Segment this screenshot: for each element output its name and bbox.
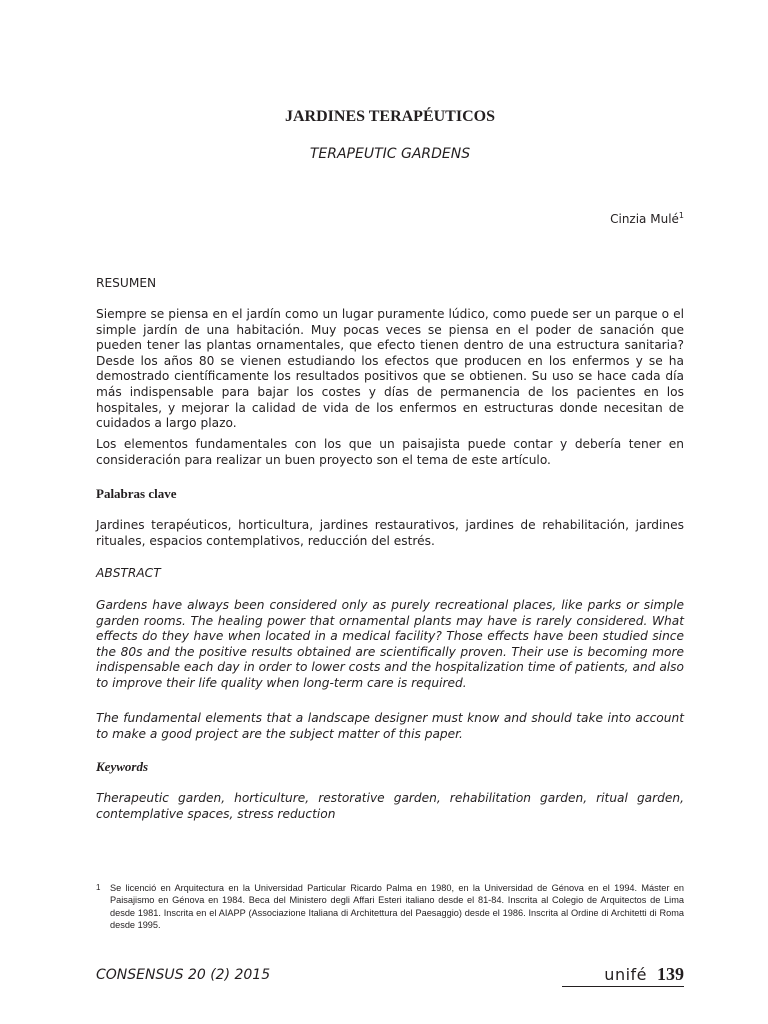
article-page xyxy=(96,0,684,1024)
resumen-paragraph-1: Siempre se piensa en el jardín como un lugar puramente lúdico, como puede ser un parque o el simple jardín de una habitación. Muy pocas veces se piensa en el poder de sanación que pueden tener las plantas ornamentales, que efecto tienen dentro de una estructura sanitaria? Desde los años 80 se vienen estudiando los efectos que producen en los enfermos y se ha demostrado científicamente los resultados positivos que se obtienen. Su uso se hace cada día más indispensable para bajar los costes y días de permanencia de los pacientes en los hospitales, y mejorar la calidad de vida de los enfermos en estructuras donde necesitan de cuidados a largo plazo. xyxy=(96,307,684,431)
palabras-clave-text: Jardines terapéuticos, horticultura, jardines restaurativos, jardines de rehabilitación, jardines rituales, espacios contemplativos, reducción del estrés. xyxy=(96,518,684,548)
footer-right xyxy=(604,964,684,985)
unife-logo: unifé xyxy=(604,965,647,984)
palabras-clave-heading: Palabras clave xyxy=(96,486,177,501)
article-title: JARDINES TERAPÉUTICOS xyxy=(285,108,495,125)
author-line xyxy=(610,211,684,226)
resumen-paragraph-2: Los elementos fundamentales con los que un paisajista puede contar y debería tener en consideración para realizar un buen proyecto son el tema de este artículo. xyxy=(96,437,684,467)
abstract-paragraph-1: Gardens have always been considered only as purely recreational places, like parks or simple garden rooms. The healing power that ornamental plants may have is rarely considered. What effects do they have when located in a medical facility? Those effects have been studied since the 80s and the positive results obtained are scientifically proven. Their use is becoming more indispensable each day in order to lower costs and the hospitalization time of patients, and also to improve their life quality when long-term care is required. xyxy=(96,598,684,690)
journal-citation: CONSENSUS 20 (2) 2015 xyxy=(96,967,271,983)
footnote-text: Se licenció en Arquitectura en la Universidad Particular Ricardo Palma en 1980, en la Universidad de Génova en el 1994. Máster en Paisajismo en Génova en 1984. Beca del Ministero degli Affari Esteri italiano desde el 81-84. Inscrita al Colegio de Arquitectos de Lima desde 1981. Inscrita en el AIAPP (Associazione Italiana di Architettura del Paesaggio) desde el 1986. Inscrita al Ordine di Architetti di Roma desde 1995. xyxy=(110,883,684,931)
abstract-heading: ABSTRACT xyxy=(96,566,161,580)
footnote xyxy=(96,882,684,932)
author-name: Cinzia Mulé xyxy=(610,212,679,226)
keywords-heading: Keywords xyxy=(96,759,148,774)
keywords-text: Therapeutic garden, horticulture, restorative garden, rehabilitation garden, ritual garden, contemplative spaces, stress reduction xyxy=(96,791,684,821)
author-footnote-mark: 1 xyxy=(678,211,684,220)
resumen-heading: RESUMEN xyxy=(96,276,157,290)
footnote-mark: 1 xyxy=(96,883,101,892)
article-subtitle: TERAPEUTIC GARDENS xyxy=(309,146,471,162)
footer-rule xyxy=(562,986,684,987)
abstract-paragraph-2: The fundamental elements that a landscape designer must know and should take into account to make a good project are the subject matter of this paper. xyxy=(96,711,684,741)
page-number: 139 xyxy=(657,964,684,984)
